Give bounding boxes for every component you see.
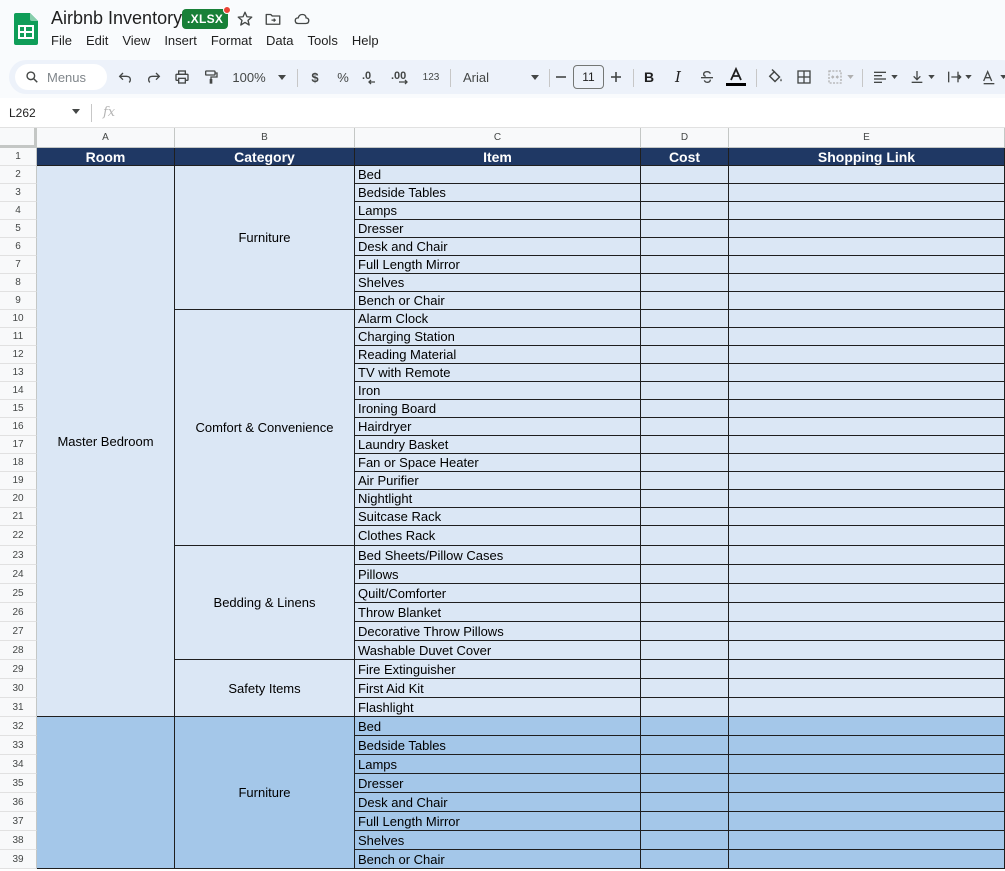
font-family-value: Arial [463,69,490,85]
item-cell[interactable]: Suitcase Rack [355,508,641,526]
item-cell[interactable]: TV with Remote [355,364,641,382]
italic-button[interactable]: I [675,68,681,86]
chevron-down-icon [891,75,898,79]
column-header-c[interactable]: C [355,128,641,148]
row-header[interactable]: 26 [0,603,37,622]
redo-icon [146,69,162,85]
undo-icon [117,69,133,85]
vertical-align-button[interactable] [905,60,939,94]
chevron-down-icon [531,75,539,80]
shopping-link-cell[interactable] [729,641,1005,660]
row-header[interactable]: 13 [0,364,37,382]
cost-cell[interactable] [641,641,729,660]
row-header[interactable]: 2 [0,166,37,184]
align-left-icon [872,69,888,85]
chevron-down-icon [965,75,972,79]
sheets-logo-icon[interactable] [14,13,38,45]
row-header[interactable]: 7 [0,256,37,274]
currency-format-button[interactable]: $ [311,69,319,85]
shopping-link-cell[interactable] [729,274,1005,292]
shopping-link-cell[interactable] [729,382,1005,400]
cost-cell[interactable] [641,508,729,526]
row-header[interactable]: 36 [0,793,37,812]
text-wrapping-button[interactable] [942,60,976,94]
row-header[interactable]: 32 [0,717,37,736]
header-cell-room[interactable]: Room [37,148,175,166]
item-cell[interactable]: Dresser [355,220,641,238]
menu-edit[interactable]: Edit [85,33,109,48]
cost-cell[interactable] [641,310,729,328]
toolbar-divider [862,69,863,87]
row-header[interactable]: 15 [0,400,37,418]
item-cell[interactable]: Desk and Chair [355,793,641,812]
cost-cell[interactable] [641,622,729,641]
formula-bar [0,98,1005,128]
cost-cell[interactable] [641,774,729,793]
toolbar [9,60,1005,94]
cost-cell[interactable] [641,698,729,717]
borders-button[interactable] [792,60,816,94]
header-cell-shopping-link[interactable]: Shopping Link [729,148,1005,166]
cost-cell[interactable] [641,850,729,869]
cost-cell[interactable] [641,454,729,472]
item-cell[interactable]: Dresser [355,774,641,793]
row-header[interactable]: 5 [0,220,37,238]
plus-icon [610,71,622,83]
row-header[interactable]: 34 [0,755,37,774]
menu-format[interactable]: Format [210,33,252,48]
category-cell[interactable]: Bedding & Linens [175,546,355,660]
shopping-link-cell[interactable] [729,831,1005,850]
shopping-link-cell[interactable] [729,793,1005,812]
paint-format-button[interactable] [199,60,223,94]
shopping-link-cell[interactable] [729,310,1005,328]
shopping-link-cell[interactable] [729,472,1005,490]
shopping-link-cell[interactable] [729,717,1005,736]
bold-button[interactable]: B [643,69,655,85]
menu-view[interactable]: View [122,33,151,48]
row-header[interactable]: 31 [0,698,37,717]
row-header[interactable]: 1 [0,148,37,166]
shopping-link-cell[interactable] [729,292,1005,310]
header-cell-item[interactable]: Item [355,148,641,166]
decrease-decimal-icon [361,69,383,85]
toolbar-divider [633,69,634,87]
toolbar-divider [450,69,451,87]
text-rotation-icon [981,69,997,85]
item-cell[interactable]: Bench or Chair [355,292,641,310]
cost-cell[interactable] [641,166,729,184]
chevron-down-icon [928,75,935,79]
cost-cell[interactable] [641,346,729,364]
row-header[interactable]: 10 [0,310,37,328]
toolbar-divider [297,69,298,87]
menu-file[interactable]: File [51,33,72,48]
row-header[interactable]: 20 [0,490,37,508]
item-cell[interactable]: Bedside Tables [355,184,641,202]
cost-cell[interactable] [641,526,729,546]
increase-decimal-button[interactable] [389,60,415,94]
svg-text:.00: .00 [391,70,407,82]
item-cell[interactable]: Hairdryer [355,418,641,436]
shopping-link-cell[interactable] [729,526,1005,546]
cost-cell[interactable] [641,736,729,755]
row-header[interactable]: 24 [0,565,37,584]
cost-cell[interactable] [641,202,729,220]
cost-cell[interactable] [641,292,729,310]
text-color-button[interactable] [724,60,748,94]
select-all-corner[interactable] [0,128,37,148]
svg-text:.0: .0 [362,70,372,82]
horizontal-align-button[interactable] [868,60,902,94]
shopping-link-cell[interactable] [729,364,1005,382]
decrease-decimal-button[interactable] [359,60,385,94]
row-header[interactable]: 22 [0,526,37,546]
menu-help[interactable]: Help [351,33,379,48]
item-cell[interactable]: Clothes Rack [355,526,641,546]
row-header[interactable]: 28 [0,641,37,660]
item-cell[interactable]: Full Length Mirror [355,812,641,831]
column-header-a[interactable]: A [37,128,175,148]
shopping-link-cell[interactable] [729,166,1005,184]
item-cell[interactable]: Fire Extinguisher [355,660,641,679]
shopping-link-cell[interactable] [729,584,1005,603]
strikethrough-button[interactable] [696,60,718,94]
font-family-select[interactable] [457,60,545,94]
file-format-badge[interactable] [182,9,228,29]
column-header-b[interactable]: B [175,128,355,148]
item-cell[interactable]: Reading Material [355,346,641,364]
item-cell[interactable]: Quilt/Comforter [355,584,641,603]
row-header[interactable]: 17 [0,436,37,454]
cost-cell[interactable] [641,472,729,490]
item-cell[interactable]: Ironing Board [355,400,641,418]
row-header[interactable]: 37 [0,812,37,831]
cost-cell[interactable] [641,238,729,256]
shopping-link-cell[interactable] [729,184,1005,202]
row-header[interactable]: 6 [0,238,37,256]
text-overflow-icon [946,69,962,85]
zoom-value: 100% [232,69,266,85]
shopping-link-cell[interactable] [729,679,1005,698]
font-size-input[interactable]: 11 [573,65,604,89]
header-cell-cost[interactable]: Cost [641,148,729,166]
row-header[interactable]: 3 [0,184,37,202]
item-cell[interactable]: Bed [355,166,641,184]
room-cell[interactable]: Master Bedroom [37,166,175,717]
item-cell[interactable]: Washable Duvet Cover [355,641,641,660]
cost-cell[interactable] [641,400,729,418]
menu-data[interactable]: Data [266,33,294,48]
row-header[interactable]: 11 [0,328,37,346]
shopping-link-cell[interactable] [729,812,1005,831]
item-cell[interactable]: Lamps [355,755,641,774]
shopping-link-cell[interactable] [729,328,1005,346]
zoom-select[interactable] [227,60,291,94]
cost-cell[interactable] [641,793,729,812]
cost-cell[interactable] [641,184,729,202]
move-to-folder-icon[interactable] [264,10,282,28]
shopping-link-cell[interactable] [729,508,1005,526]
item-cell[interactable]: Charging Station [355,328,641,346]
category-cell[interactable]: Furniture [175,166,355,310]
item-cell[interactable]: First Aid Kit [355,679,641,698]
menu-insert[interactable]: Insert [164,33,197,48]
shopping-link-cell[interactable] [729,698,1005,717]
shopping-link-cell[interactable] [729,202,1005,220]
item-cell[interactable]: Iron [355,382,641,400]
shopping-link-cell[interactable] [729,220,1005,238]
fx-icon: fx [103,105,116,120]
item-cell[interactable]: Throw Blanket [355,603,641,622]
row-header[interactable]: 30 [0,679,37,698]
merge-cells-button[interactable] [821,60,859,94]
category-cell[interactable]: Safety Items [175,660,355,717]
row-header[interactable]: 4 [0,202,37,220]
undo-button[interactable] [113,60,137,94]
row-header[interactable]: 35 [0,774,37,793]
row-header[interactable]: 23 [0,546,37,565]
cost-cell[interactable] [641,490,729,508]
minus-icon [555,71,567,83]
room-cell[interactable] [37,717,175,869]
merge-cells-icon [827,69,843,85]
row-header[interactable]: 18 [0,454,37,472]
fill-color-button[interactable] [763,60,787,94]
cost-cell[interactable] [641,546,729,565]
search-menus-input[interactable] [15,64,107,90]
row-header[interactable]: 38 [0,831,37,850]
shopping-link-cell[interactable] [729,755,1005,774]
item-cell[interactable]: Desk and Chair [355,238,641,256]
shopping-link-cell[interactable] [729,238,1005,256]
row-header[interactable]: 14 [0,382,37,400]
shopping-link-cell[interactable] [729,454,1005,472]
item-cell[interactable]: Bed Sheets/Pillow Cases [355,546,641,565]
fill-color-icon [766,68,784,86]
cost-cell[interactable] [641,565,729,584]
cost-cell[interactable] [641,382,729,400]
cost-cell[interactable] [641,603,729,622]
cost-cell[interactable] [641,274,729,292]
row-header[interactable]: 8 [0,274,37,292]
sheet-grid [0,128,1005,871]
name-box[interactable]: L262 [9,106,36,120]
item-cell[interactable]: Bench or Chair [355,850,641,869]
shopping-link-cell[interactable] [729,490,1005,508]
chevron-down-icon [847,75,854,79]
search-icon [25,70,39,84]
row-header[interactable]: 16 [0,418,37,436]
item-cell[interactable]: Bedside Tables [355,736,641,755]
item-cell[interactable]: Laundry Basket [355,436,641,454]
cost-cell[interactable] [641,256,729,274]
row-header[interactable]: 19 [0,472,37,490]
shopping-link-cell[interactable] [729,850,1005,869]
shopping-link-cell[interactable] [729,736,1005,755]
menu-tools[interactable]: Tools [307,33,338,48]
cost-cell[interactable] [641,364,729,382]
row-header[interactable]: 27 [0,622,37,641]
category-cell[interactable]: Comfort & Convenience [175,310,355,546]
title-bar [0,0,1005,58]
cost-cell[interactable] [641,418,729,436]
notification-dot [223,6,231,14]
file-format-label: .XLSX [187,12,224,26]
cost-cell[interactable] [641,328,729,346]
cost-cell[interactable] [641,717,729,736]
shopping-link-cell[interactable] [729,660,1005,679]
align-bottom-icon [909,69,925,85]
increase-font-size-button[interactable] [606,60,626,94]
text-rotation-button[interactable] [977,60,1005,94]
item-cell[interactable]: Shelves [355,274,641,292]
item-cell[interactable]: Bed [355,717,641,736]
header-cell-category[interactable]: Category [175,148,355,166]
search-menus-label: Menus [47,69,87,85]
shopping-link-cell[interactable] [729,418,1005,436]
menu-bar [51,33,393,48]
item-cell[interactable]: Full Length Mirror [355,256,641,274]
row-header[interactable]: 39 [0,850,37,869]
print-icon [174,69,190,85]
shopping-link-cell[interactable] [729,622,1005,641]
shopping-link-cell[interactable] [729,400,1005,418]
shopping-link-cell[interactable] [729,603,1005,622]
cloud-saved-icon[interactable] [293,10,311,28]
document-title[interactable]: Airbnb Inventory [51,8,183,28]
item-cell[interactable]: Pillows [355,565,641,584]
text-color-icon [725,66,747,88]
column-header-d[interactable]: D [641,128,729,148]
chevron-down-icon [278,75,286,80]
item-cell[interactable]: Alarm Clock [355,310,641,328]
item-cell[interactable]: Nightlight [355,490,641,508]
redo-button[interactable] [142,60,166,94]
shopping-link-cell[interactable] [729,565,1005,584]
percent-format-button[interactable]: % [337,69,349,85]
column-header-e[interactable]: E [729,128,1005,148]
cost-cell[interactable] [641,220,729,238]
decrease-font-size-button[interactable] [551,60,571,94]
cost-cell[interactable] [641,584,729,603]
toolbar-divider [756,69,757,87]
toolbar-divider [549,69,550,87]
shopping-link-cell[interactable] [729,256,1005,274]
item-cell[interactable]: Decorative Throw Pillows [355,622,641,641]
chevron-down-icon[interactable] [72,109,80,114]
cost-cell[interactable] [641,812,729,831]
shopping-link-cell[interactable] [729,436,1005,454]
paint-format-icon [203,69,219,85]
star-icon[interactable] [236,10,254,28]
toolbar-area [0,58,1005,98]
item-cell[interactable]: Flashlight [355,698,641,717]
increase-decimal-icon [391,69,413,85]
item-cell[interactable]: Air Purifier [355,472,641,490]
row-header[interactable]: 12 [0,346,37,364]
cost-cell[interactable] [641,679,729,698]
row-header[interactable]: 29 [0,660,37,679]
cost-cell[interactable] [641,660,729,679]
cost-cell[interactable] [641,755,729,774]
cost-cell[interactable] [641,831,729,850]
item-cell[interactable]: Fan or Space Heater [355,454,641,472]
row-header[interactable]: 21 [0,508,37,526]
cost-cell[interactable] [641,436,729,454]
shopping-link-cell[interactable] [729,774,1005,793]
borders-icon [796,69,812,85]
chevron-down-icon [1000,75,1005,79]
item-cell[interactable]: Lamps [355,202,641,220]
print-button[interactable] [170,60,194,94]
item-cell[interactable]: Shelves [355,831,641,850]
row-header[interactable]: 33 [0,736,37,755]
formula-bar-divider [91,104,92,122]
shopping-link-cell[interactable] [729,546,1005,565]
shopping-link-cell[interactable] [729,346,1005,364]
more-formats-button[interactable]: 123 [422,71,440,83]
row-header[interactable]: 9 [0,292,37,310]
strikethrough-icon [699,69,715,85]
category-cell[interactable]: Furniture [175,717,355,869]
row-header[interactable]: 25 [0,584,37,603]
